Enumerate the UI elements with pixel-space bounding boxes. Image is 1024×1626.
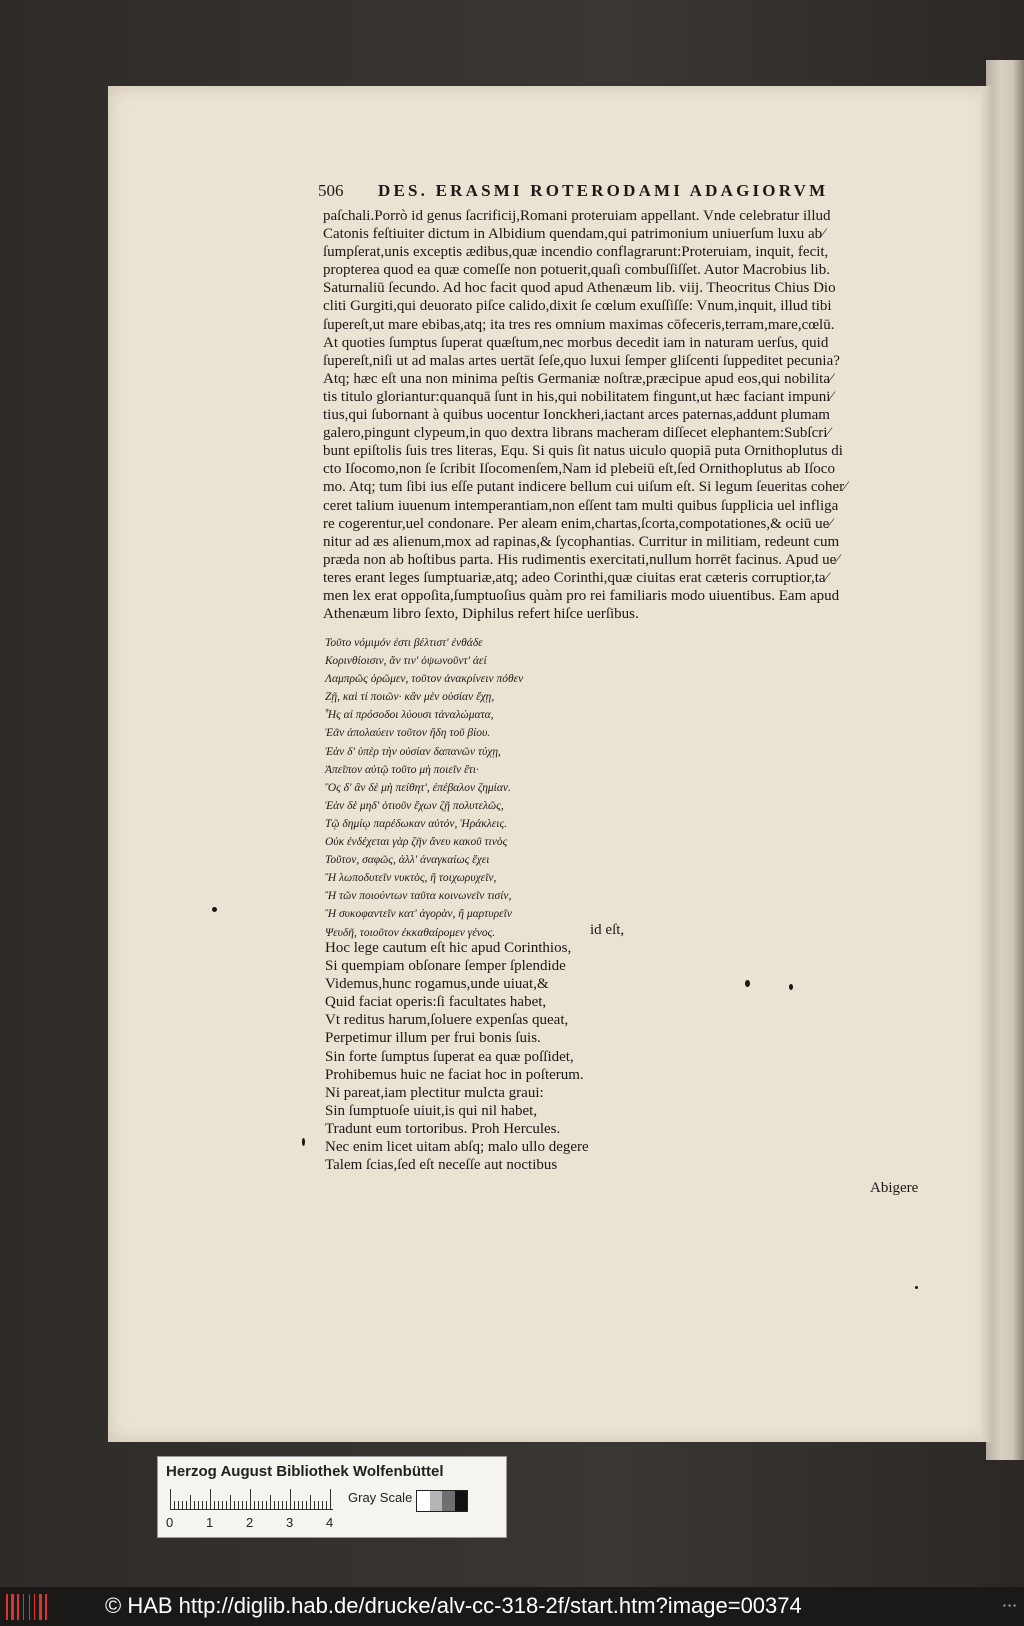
running-title: DES. ERASMI ROTERODAMI ADAGIORVM	[378, 181, 829, 200]
running-header	[318, 181, 940, 201]
ruler-tick	[186, 1501, 187, 1509]
body-line: præda non ab hoſtibus parta. His rudimentis exercitati,nullum horrēt facinus. Apud ue⁄	[323, 551, 839, 568]
scale-ruler	[170, 1487, 333, 1510]
gray-swatch	[430, 1491, 443, 1511]
verse-line: Nec enim licet uitam abſq; malo ullo degere	[325, 1139, 589, 1156]
body-line: bunt epiſtolis ſuis tres literas, Equ. Si quis ſit natus uiculo quopiā puta Ornithoplutus di	[323, 443, 843, 460]
ruler-tick	[266, 1501, 267, 1509]
ruler-tick	[234, 1501, 235, 1509]
ruler-number: 2	[246, 1515, 254, 1530]
ruler-tick	[254, 1501, 255, 1509]
greek-line: Ἐὰν δὲ μηδ' ὁτιοῦν ἔχων ζῇ πολυτελῶς,	[325, 799, 504, 812]
ruler-tick	[262, 1501, 263, 1509]
gray-swatch	[417, 1491, 430, 1511]
ruler-tick	[298, 1501, 299, 1509]
ruler-tick	[310, 1495, 311, 1509]
ruler-tick	[206, 1501, 207, 1509]
verse-line: Quid faciat operis:ſi facultates habet,	[325, 994, 547, 1011]
ruler-tick	[282, 1501, 283, 1509]
ruler-number: 3	[286, 1515, 294, 1530]
body-line: ſupereſt,ut mare ebibas,atq; ita tres res omnium maximas cōfeceris,terram,mare,cœlū.	[323, 316, 835, 333]
ruler-tick	[210, 1489, 211, 1509]
body-line: nitur ad æs alienum,mox ad rapinas,& ſycophantias. Curritur in militiam, redeunt cum	[323, 533, 840, 550]
greek-line: Ἧς αἱ πρόσοδοι λύουσι τἀναλώματα,	[325, 709, 494, 722]
body-line: ſupereſt,niſi ut ad malas artes uertāt ſeſe,quo luxui ſemper gliſcenti ſuppeditet pecunia?	[323, 352, 840, 369]
ruler-tick	[214, 1501, 215, 1509]
body-line: mo. Atq; tum ſibi ius eſſe putant indicere bellum cui uiſum eſt. Si legum ſeueritas coher⁄	[323, 479, 847, 496]
ink-speck	[789, 984, 793, 990]
verse-line: Si quempiam obſonare ſemper ſplendide	[325, 958, 566, 975]
barcode-stripe	[6, 1594, 8, 1620]
greek-line: Λαμπρῶς ὁρῶμεν, τοῦτον ἀνακρίνειν πόθεν	[325, 673, 524, 686]
gray-scale-swatch	[416, 1490, 468, 1512]
ruler-tick	[306, 1501, 307, 1509]
footer-marks: ▪ ▪ ▪	[1003, 1601, 1016, 1610]
barcode-stripe	[23, 1594, 24, 1620]
body-line: ceret talium iuuenum intemperantiam,non eſſent tam multi quibus ſupplicia uel infliga	[323, 497, 839, 514]
body-line: Catonis feſtiuiter dictum in Albidium quendam,qui patrimonium uniuerſum luxu ab⁄	[323, 226, 825, 243]
ruler-tick	[330, 1489, 331, 1509]
barcode-stripe	[39, 1594, 42, 1620]
barcode-stripe	[29, 1594, 30, 1620]
ruler-tick	[290, 1489, 291, 1509]
page-number: 506	[318, 181, 344, 200]
body-line: teres erant leges ſumptuariæ,atq; adeo Corinthi,quæ ciuitas erat cæteris corruptior,ta⁄	[323, 569, 829, 586]
greek-verse	[325, 634, 625, 942]
verse-line: Tradunt eum tortoribus. Proh Hercules.	[325, 1120, 561, 1137]
body-line: At quoties ſumptus ſuperat quæſtum,nec morbus decedit iam in naturam uerſus, quid	[323, 334, 829, 351]
ink-speck	[212, 907, 217, 912]
greek-line: Κορινθίοισιν, ἄν τιν' ὀψωνοῦντ' ἀεί	[325, 655, 487, 668]
ruler-tick	[286, 1501, 287, 1509]
gray-scale-label: Gray Scale	[348, 1490, 413, 1505]
ruler-tick	[270, 1495, 271, 1509]
library-name: Herzog August Bibliothek Wolfenbüttel	[166, 1463, 444, 1480]
greek-line: Ὃς δ' ἂν δὲ μὴ πείθητ', ἐπέβαλον ζημίαν.	[325, 781, 511, 794]
verse-line: Perpetimur illum per frui bonis ſuis.	[325, 1030, 541, 1047]
ruler-tick	[302, 1501, 303, 1509]
body-line: ſumpſerat,unis exceptis ædibus,quæ incendio conflagrarunt:Proteruiam, inquit, fecit,	[323, 244, 829, 261]
body-line: Saturnaliū ſecundo. Ad hoc facit quod apud Athenæum lib. viij. Theocritus Chius Dio	[323, 280, 836, 297]
greek-line: Τοῦτο νόμιμόν ἐστι βέλτιστ' ἐνθάδε	[325, 637, 483, 649]
ruler-tick	[222, 1501, 223, 1509]
body-line: paſchali.Porrò id genus ſacrificij,Romani proteruiam appellant. Vnde celebratur illud	[323, 208, 831, 224]
verse-line: Vt reditus harum,ſoluere expenſas queat,	[325, 1012, 569, 1029]
ruler-tick	[178, 1501, 179, 1509]
ruler-tick	[170, 1489, 171, 1509]
greek-line: Ἢ λωποδυτεῖν νυκτὸς, ἢ τοιχωρυχεῖν,	[325, 872, 497, 885]
ink-speck	[302, 1138, 305, 1146]
library-label-card	[157, 1456, 507, 1538]
verse-line: Sin ſumptuoſe uiuit,is qui nil habet,	[325, 1102, 538, 1119]
ruler-tick	[278, 1501, 279, 1509]
body-line: propterea quod ea quæ comeſſe non potuerit,quaſi combuſſiſſet. Autor Macrobius lib.	[323, 262, 830, 279]
greek-line: Ἐᾶν ἀπολαύειν τοῦτον ἤδη τοῦ βίου.	[325, 727, 491, 740]
body-line: tius,qui ſubornant à quibus uocentur Ionckheri,iactant arces paternas,addunt plumam	[323, 407, 830, 424]
verse-line: Videmus,hunc rogamus,unde uiuat,&	[325, 976, 549, 993]
ruler-tick	[202, 1501, 203, 1509]
id-est-label: id eſt,	[590, 922, 625, 938]
latin-verse	[325, 939, 655, 1174]
greek-line: Ἀπεῖπον αὐτῷ τοῦτο μὴ ποιεῖν ἔτι·	[325, 763, 479, 776]
ruler-tick	[198, 1501, 199, 1509]
barcode-stripe	[17, 1594, 19, 1620]
page-fold	[980, 86, 992, 1442]
ruler-tick	[258, 1501, 259, 1509]
ruler-number: 4	[326, 1515, 334, 1530]
gray-swatch	[455, 1491, 468, 1511]
greek-line: Τῷ δημίῳ παρέδωκαν αὐτόν, Ἡράκλεις.	[325, 817, 508, 830]
verse-line: Talem ſcias,ſed eſt neceſſe aut noctibus	[325, 1157, 558, 1174]
ruler-number: 0	[166, 1515, 174, 1530]
body-line: Athenæum libro ſexto, Diphilus refert hiſce uerſibus.	[323, 606, 639, 623]
body-line: cliti Gurgiti,qui deuorato piſce calido,dixit ſe cœlum exuſſiſſe: Vnum,inquit, illud tibi	[323, 298, 832, 315]
ruler-tick	[326, 1501, 327, 1509]
body-line: men lex erat oppoſita,ſumptuoſius quàm pro rei familiaris modo uiuentibus. Eam apud	[323, 587, 840, 604]
body-line: Atq; hæc eſt una non minima peſtis Germaniæ noſtræ,præcipue apud eos,qui nobilita⁄	[323, 370, 833, 387]
ruler-tick	[250, 1489, 251, 1509]
verse-line: Hoc lege cautum eſt hic apud Corinthios,	[325, 940, 572, 956]
barcode-stripe	[45, 1594, 47, 1620]
body-line: re cogerentur,uel condonare. Per aleam enim,chartas,ſcorta,compotationes,& ociū ue⁄	[323, 515, 832, 532]
ruler-tick	[230, 1495, 231, 1509]
gray-swatch	[442, 1491, 455, 1511]
greek-line: Ἢ συκοφαντεῖν κατ' ἀγορὰν, ἢ μαρτυρεῖν	[325, 908, 512, 921]
ruler-tick	[182, 1501, 183, 1509]
ruler-tick	[318, 1501, 319, 1509]
ruler-tick	[190, 1495, 191, 1509]
ruler-tick	[226, 1501, 227, 1509]
footer-bar	[0, 1587, 1024, 1626]
ruler-tick	[242, 1501, 243, 1509]
ruler-tick	[322, 1501, 323, 1509]
body-text	[323, 207, 933, 623]
ink-speck	[745, 980, 750, 987]
ruler-tick	[174, 1501, 175, 1509]
barcode-icon	[6, 1594, 48, 1620]
verse-line: Ni pareat,iam plectitur mulcta graui:	[325, 1084, 544, 1101]
catchword: Abigere	[870, 1180, 919, 1196]
greek-line: Ψευδῆ, τοιοῦτον ἐκκαθαίρομεν γένος.	[325, 926, 496, 939]
source-url[interactable]: © HAB http://diglib.hab.de/drucke/alv-cc-318-2f/start.htm?image=00374	[105, 1593, 802, 1618]
body-line: galero,pingunt clypeum,in quo dextra librans macheram diſſecet elephantem:Subſcri⁄	[323, 425, 830, 442]
greek-line: Ἢ τῶν ποιούντων ταῦτα κοινωνεῖν τισίν,	[325, 890, 512, 903]
greek-line: Ζῇ, καὶ τί ποιῶν· κἂν μὲν οὐσίαν ἔχῃ,	[325, 691, 495, 704]
ink-speck	[915, 1286, 918, 1289]
ruler-tick	[218, 1501, 219, 1509]
ruler-tick	[238, 1501, 239, 1509]
body-line: cto Iſocomo,non ſe ſcribit Iſocomenſem,Nam id plebeiū eſt,ſed Ornithoplutus ab Iſoco	[323, 461, 835, 478]
barcode-stripe	[11, 1594, 14, 1620]
ruler-tick	[194, 1501, 195, 1509]
ruler-tick	[314, 1501, 315, 1509]
ruler-number: 1	[206, 1515, 214, 1530]
verse-line: Sin forte ſumptus ſuperat ea quæ poſſidet,	[325, 1048, 574, 1065]
ruler-tick	[294, 1501, 295, 1509]
greek-line: Τοῦτον, σαφῶς, ἀλλ' ἀναγκαίως ἔχει	[325, 854, 490, 867]
ruler-tick	[246, 1501, 247, 1509]
greek-line: Οὐκ ἐνδέχεται γὰρ ζῆν ἄνευ κακοῦ τινὸς	[325, 836, 508, 849]
barcode-stripe	[34, 1594, 35, 1620]
body-line: tis titulo gloriantur:quanquā ſunt in his,qui nobilitatem fingunt,ut hæc faciant impuni⁄	[323, 388, 833, 405]
verse-line: Prohibemus huic ne faciat hoc in poſterum.	[325, 1066, 584, 1083]
ruler-tick	[274, 1501, 275, 1509]
greek-line: Ἐὰν δ' ὑπὲρ τὴν οὐσίαν δαπανῶν τύχῃ,	[325, 745, 501, 758]
